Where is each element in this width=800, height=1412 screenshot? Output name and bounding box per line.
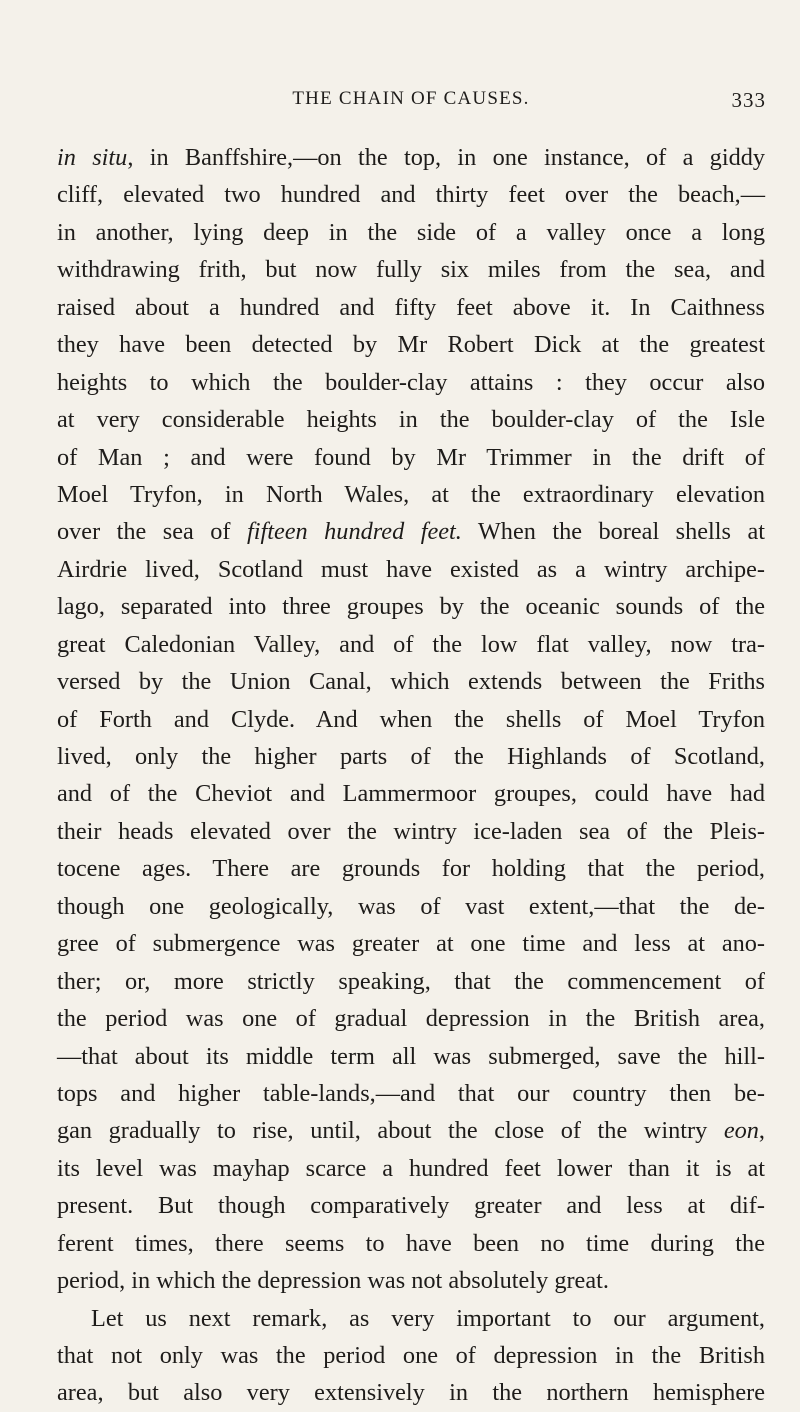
text-line	[57, 1262, 765, 1299]
text-segment: though one geologically, was of vast extent,—that the de-	[57, 892, 765, 920]
text-segment: withdrawing frith, but now fully six miles from the sea, and	[57, 256, 765, 284]
text-line	[57, 401, 765, 438]
text-line	[57, 1337, 765, 1374]
text-line	[57, 775, 765, 812]
running-head	[56, 88, 766, 118]
text-segment: , in Banffshire,—on the top, in one instance, of a giddy	[127, 144, 766, 171]
text-segment: Let us next remark, as very important to our argument,	[91, 1304, 765, 1332]
text-line	[57, 1187, 765, 1224]
text-segment: Moel Tryfon, in North Wales, at the extraordinary elevation	[57, 480, 765, 508]
text-line	[57, 1038, 765, 1075]
text-segment: cliff, elevated two hundred and thirty feet over the beach,—	[57, 181, 765, 209]
text-segment: area, but also very extensively in the northern hemisphere	[57, 1379, 765, 1407]
text-segment: tops and higher table-lands,—and that our country then be-	[57, 1079, 765, 1107]
text-segment: Airdrie lived, Scotland must have existed as a wintry archipe-	[57, 555, 765, 583]
text-segment: ,	[758, 1117, 765, 1145]
text-line	[57, 701, 765, 738]
text-line	[57, 251, 765, 288]
text-segment: When the boreal shells at	[461, 518, 765, 546]
text-line	[57, 289, 765, 326]
text-line	[57, 1225, 765, 1262]
text-segment: its level was mayhap scarce a hundred feet lower than it is at	[57, 1154, 765, 1182]
text-segment: in another, lying deep in the side of a valley once a long	[57, 218, 765, 246]
text-segment: of Man ; and were found by Mr Trimmer in the drift of	[57, 443, 765, 471]
text-segment: versed by the Union Canal, which extends between the Friths	[57, 668, 765, 696]
body-text	[57, 139, 765, 1412]
text-segment: that not only was the period one of depression in the British	[57, 1342, 765, 1369]
text-line	[57, 1000, 765, 1037]
text-segment: —that about its middle term all was submerged, save the hill-	[57, 1042, 765, 1070]
text-segment: tocene ages. There are grounds for holding that the period,	[57, 855, 765, 883]
text-line	[57, 888, 765, 925]
text-segment: and of the Cheviot and Lammermoor groupes, could have had	[57, 780, 765, 808]
text-line	[57, 476, 765, 513]
text-segment: present. But though comparatively greater and less at dif-	[57, 1192, 765, 1220]
text-line	[57, 513, 765, 550]
text-segment: great Caledonian Valley, and of the low flat valley, now tra-	[57, 630, 765, 658]
text-segment: at very considerable heights in the boulder-clay of the Isle	[57, 406, 765, 434]
text-line	[57, 850, 765, 887]
text-line	[57, 176, 765, 213]
text-segment: lago, separated into three groupes by the oceanic sounds of the	[57, 593, 765, 621]
text-line	[57, 1374, 765, 1411]
text-line	[57, 139, 765, 176]
text-segment: their heads elevated over the wintry ice-laden sea of the Pleis-	[57, 817, 765, 845]
text-line	[57, 364, 765, 401]
text-segment: heights to which the boulder-clay attains : they occur also	[57, 368, 765, 396]
text-segment: of Forth and Clyde. And when the shells of Moel Tryfon	[57, 705, 765, 733]
text-segment: ther; or, more strictly speaking, that the commencement of	[57, 967, 765, 995]
text-line	[57, 439, 765, 476]
text-segment: gan gradually to rise, until, about the close of the wintry	[57, 1117, 724, 1145]
italic-text: fifteen hundred feet.	[246, 518, 462, 546]
text-segment: over the sea of	[57, 518, 247, 546]
text-segment: raised about a hundred and fifty feet above it. In Caithness	[57, 293, 765, 321]
text-segment: the period was one of gradual depression in the British area,	[57, 1005, 765, 1033]
text-line	[57, 963, 765, 1000]
text-line	[57, 738, 765, 775]
text-line	[57, 1150, 765, 1187]
running-title: THE CHAIN OF CAUSES.	[292, 88, 530, 109]
text-line	[57, 813, 765, 850]
text-line	[57, 626, 765, 663]
italic-text: in situ	[57, 144, 128, 171]
text-segment: they have been detected by Mr Robert Dick at the greatest	[57, 331, 765, 359]
text-line	[57, 588, 765, 625]
text-segment: lived, only the higher parts of the Highlands of Scotland,	[57, 743, 765, 770]
text-segment: ferent times, there seems to have been no time during the	[57, 1229, 765, 1257]
page-number: 333	[731, 88, 766, 112]
text-line	[57, 1300, 765, 1337]
text-line	[57, 1075, 765, 1112]
text-line	[57, 551, 765, 588]
text-segment: gree of submergence was greater at one time and less at ano-	[57, 930, 765, 958]
italic-text: eon	[723, 1117, 759, 1145]
text-line	[57, 925, 765, 962]
text-segment: period, in which the depression was not absolutely great.	[57, 1267, 609, 1295]
text-line	[57, 326, 765, 363]
text-line	[57, 214, 765, 251]
text-line	[57, 663, 765, 700]
text-line	[57, 1112, 765, 1149]
